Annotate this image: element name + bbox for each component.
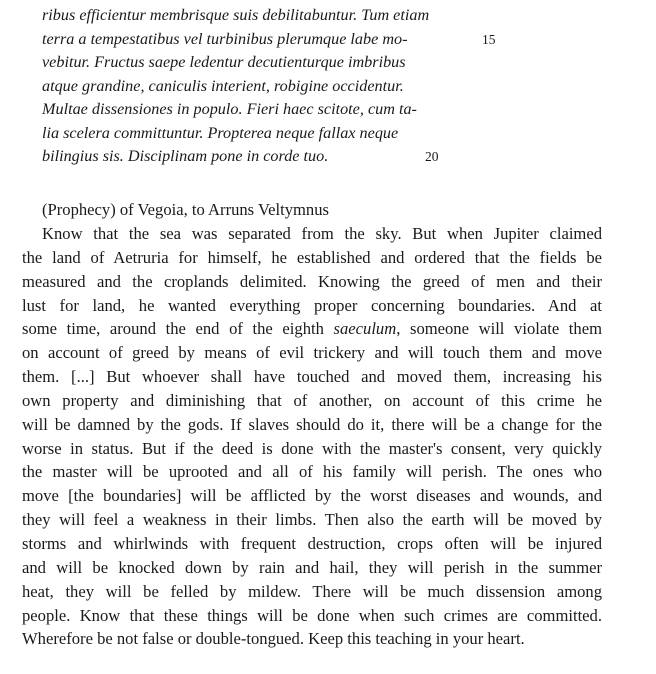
english-line-12: move [the boundaries] will be afflicted by the worst diseases and wounds, and	[22, 486, 602, 506]
english-line-13: they will feel a weakness in their limbs. Then also the earth will be moved by	[22, 510, 602, 530]
english-line-2: the land of Aetruria for himself, he established and ordered that the fields be	[22, 247, 602, 267]
latin-line-6-text: lia scelera committuntur. Propterea neque fallax neque	[42, 123, 399, 142]
english-line-4: lust for land, he wanted everything proper concerning boundaries. And at	[22, 295, 602, 315]
english-line-14: storms and whirlwinds with frequent destruction, crops often will be injured	[22, 533, 602, 553]
latin-line-5	[42, 98, 502, 122]
english-line-5-text: some time, around the end of the eighth	[22, 319, 334, 339]
latin-text-block	[42, 4, 502, 169]
latin-line-1-text: ribus efficientur membrisque suis debilitabuntur. Tum etiam	[42, 6, 430, 24]
latin-line-1	[42, 4, 502, 28]
latin-line-2	[42, 28, 502, 52]
latin-line-5-text: Multae dissensiones in populo. Fieri haec scitote, cum ta-	[42, 100, 417, 118]
english-translation-block	[22, 198, 602, 651]
english-line-15: and will be knocked down by rain and hail, they will perish in the summer	[22, 557, 602, 577]
latin-line-7	[42, 145, 502, 169]
english-line-18: Wherefore be not false or double-tongued. Keep this teaching in your heart.	[22, 629, 525, 649]
latin-line-4	[42, 75, 502, 99]
latin-line-3-text: vebitur. Fructus saepe ledentur decutienturque imbribus	[42, 53, 406, 71]
english-line-5-tail: , someone will violate them	[396, 319, 602, 339]
english-line-10: worse in status. But if the deed is done with the master's consent, very quickly	[22, 438, 602, 458]
english-line-8: own property and diminishing that of another, on account of this crime he	[22, 390, 602, 410]
english-line-6: on account of greed by means of evil trickery and will touch them and move	[22, 343, 602, 363]
english-line-3: measured and the croplands delimited. Knowing the greed of men and their	[22, 271, 602, 291]
translation-heading: (Prophecy) of Vegoia, to Arruns Veltymnus	[42, 200, 329, 219]
latin-line-2-text: terra a tempestatibus vel turbinibus plerumque labe mo-	[42, 29, 408, 48]
english-line-5	[22, 317, 602, 341]
latin-line-7-text: bilingius sis. Disciplinam pone in corde tuo.	[42, 147, 329, 165]
english-line-7: them. [...] But whoever shall have touched and moved them, increasing his	[22, 367, 602, 387]
saeculum-term: saeculum	[333, 319, 397, 339]
english-line-16: heat, they will be felled by mildew. There will be much dissension among	[22, 581, 602, 601]
english-line-17: people. Know that these things will be done when such crimes are committed.	[22, 605, 602, 625]
latin-line-6	[42, 122, 502, 146]
line-number-20: 20	[425, 149, 439, 164]
english-line-1: Know that the sea was separated from the sky. But when Jupiter claimed	[42, 224, 602, 243]
english-line-9: will be damned by the gods. If slaves should do it, there will be a change for the	[22, 414, 602, 434]
english-line-11: the master will be uprooted and all of his family will perish. The ones who	[22, 462, 602, 482]
latin-line-3	[42, 51, 502, 75]
line-number-15: 15	[482, 31, 496, 47]
latin-line-4-text: atque grandine, caniculis interient, robigine occidentur.	[42, 76, 404, 95]
